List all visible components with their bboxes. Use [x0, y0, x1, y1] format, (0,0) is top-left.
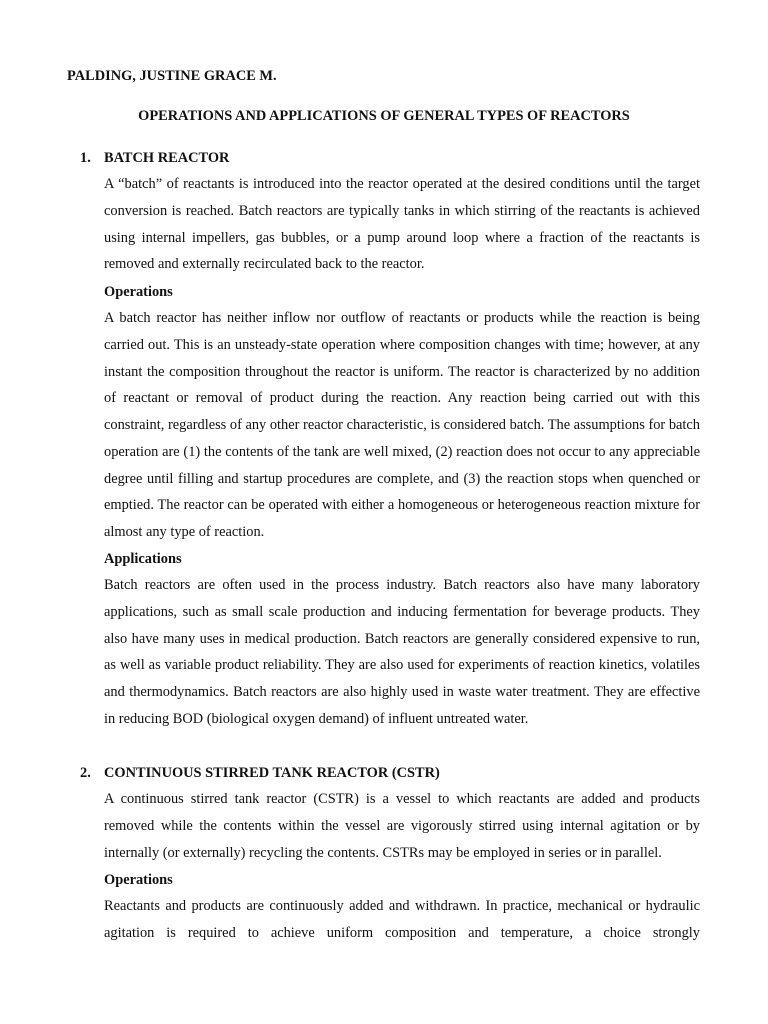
section-1-operations-text: A batch reactor has neither inflow nor outflow of reactants or products while the reaction is being carried out. This is an unsteady-state operation where composition changes with time; however, at any instant the composition throughout the reactor is uniform. The reactor is characterized by no addition of reactant or removal of product during the reaction. Any reaction being carried out with this constraint, regardless of any other reactor characteristic, is considered batch. The assumptions for batch operation are (1) the contents of the tank are well mixed, (2) reaction does not occur to any appreciable degree until filling and startup procedures are complete, and (3) the reaction stops when quenched or emptied. The reactor can be operated with either a homogeneous or heterogeneous reaction mixture for almost any type of reaction. [104, 310, 700, 540]
section-2-heading [80, 765, 440, 782]
section-2-number: 2. [80, 765, 91, 781]
section-1-applications-text: Batch reactors are often used in the process industry. Batch reactors also have many laboratory applications, such as small scale production and inducing fermentation for beverage products. They also have many uses in medical production. Batch reactors are generally considered expensive to run, as well as variable product reliability. They are also used for experiments of reaction kinetics, volatiles and thermodynamics. Batch reactors are also highly used in waste water treatment. They are effective in reducing BOD (biological oxygen demand) of influent untreated water. [104, 577, 700, 727]
section-2-intro: A continuous stirred tank reactor (CSTR) is a vessel to which reactants are added and products removed while the contents within the vessel are vigorously stirred using internal agitation or by internally (or externally) recycling the contents. CSTRs may be employed in series or in parallel. [104, 791, 700, 861]
section-1-operations-label: Operations [104, 284, 173, 300]
section-2-operations-text: Reactants and products are continuously added and withdrawn. In practice, mechanical or hydraulic agitation is required to achieve uniform composition and temperature, a choice strongly [104, 898, 700, 941]
document-title: OPERATIONS AND APPLICATIONS OF GENERAL TYPES OF REACTORS [138, 108, 630, 124]
section-1-intro: A “batch” of reactants is introduced into the reactor operated at the desired conditions until the target conversion is reached. Batch reactors are typically tanks in which stirring of the reactants is achieved using internal impellers, gas bubbles, or a pump around loop where a fraction of the reactants is removed and externally recirculated back to the reactor. [104, 176, 700, 273]
author-name: PALDING, JUSTINE GRACE M. [67, 68, 277, 84]
section-2-operations-label: Operations [104, 872, 173, 888]
section-1-applications-label: Applications [104, 551, 182, 567]
section-2-title: CONTINUOUS STIRRED TANK REACTOR (CSTR) [104, 765, 440, 781]
section-1-title: BATCH REACTOR [104, 150, 230, 166]
section-1-number: 1. [80, 150, 91, 166]
section-1-heading [80, 150, 230, 167]
